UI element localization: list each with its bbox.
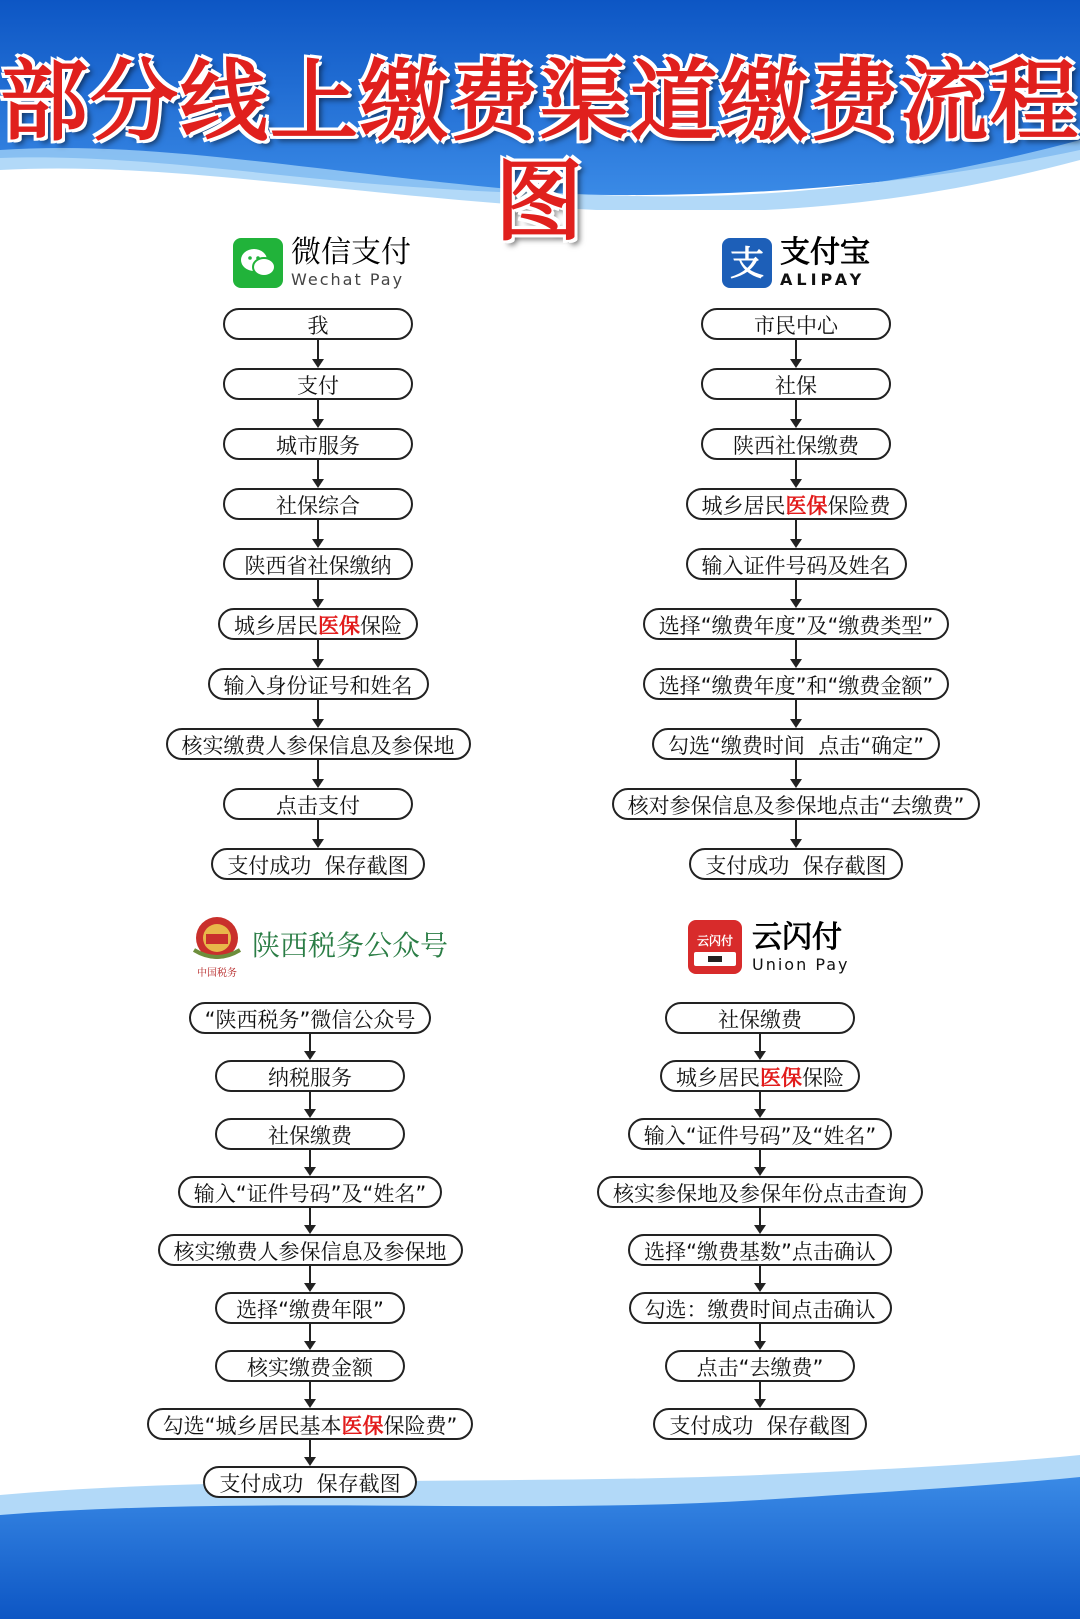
flow-step-wrapper (58, 428, 578, 460)
flow-arrow (309, 1382, 311, 1406)
step-text: 保险费” (383, 1414, 458, 1438)
flow-step-wrapper (50, 1292, 570, 1324)
wechat-pay-icon (233, 238, 283, 288)
flow-step-wrapper (536, 668, 1056, 700)
step-text: 社保缴费 (718, 1008, 802, 1032)
step-text: 输入“证件号码”及“姓名” (193, 1182, 427, 1206)
brand-shaanxi-tax (188, 912, 448, 980)
flow-step-wrapper (50, 1118, 570, 1150)
flow-step (665, 1350, 855, 1382)
step-text: 保险 (802, 1066, 844, 1090)
step-text: 核实缴费人参保信息及参保地 (173, 1240, 447, 1264)
step-text: 输入证件号码及姓名 (701, 554, 891, 578)
alipay-icon (722, 238, 772, 288)
flow-step-wrapper (50, 1060, 570, 1092)
flow-step-wrapper (50, 1234, 570, 1266)
step-text: 社保综合 (276, 494, 360, 518)
step-text: 勾选“缴费时间 点击“确定” (668, 734, 924, 758)
flow-arrow (309, 1092, 311, 1116)
flow-arrow (759, 1324, 761, 1348)
brand-name: 微信支付 (291, 235, 411, 270)
step-text: 市民中心 (754, 314, 838, 338)
flow-step (147, 1408, 474, 1440)
step-text: 保险费 (827, 494, 891, 518)
flow-arrow (317, 580, 319, 606)
highlight-text: 医保 (341, 1414, 384, 1438)
flow-step (189, 1002, 432, 1034)
flow-step-wrapper (536, 788, 1056, 820)
flow-arrow (795, 460, 797, 486)
brand-sub: Wechat Pay (291, 270, 405, 289)
step-text: 城乡居民 (676, 1066, 760, 1090)
flow-step (701, 308, 891, 340)
flow-arrow (309, 1034, 311, 1058)
step-text: 城市服务 (276, 434, 360, 458)
flow-step (612, 788, 981, 820)
step-text: 点击支付 (276, 794, 360, 818)
flow-step (660, 1060, 860, 1092)
flow-step (223, 788, 413, 820)
flow-step-wrapper (536, 608, 1056, 640)
flow-step (223, 488, 413, 520)
step-text: 陕西社保缴费 (733, 434, 859, 458)
flow-arrow (309, 1208, 311, 1232)
highlight-text: 医保 (785, 494, 828, 518)
flow-arrow (317, 520, 319, 546)
step-text: 选择“缴费年限” (236, 1298, 384, 1322)
flow-arrow (759, 1150, 761, 1174)
flow-step-wrapper (50, 1350, 570, 1382)
flow-arrow (317, 820, 319, 846)
flow-arrow (795, 580, 797, 606)
flow-step-wrapper (50, 1408, 570, 1440)
unionpay-icon (688, 920, 742, 974)
flow-step-wrapper (58, 668, 578, 700)
step-text: “陕西税务”微信公众号 (204, 1008, 416, 1032)
flow-step (686, 488, 907, 520)
flow-step (689, 848, 902, 880)
flow-step (223, 428, 413, 460)
flow-step-wrapper (50, 1176, 570, 1208)
flow-step (223, 548, 413, 580)
brand-name: 云闪付 (752, 919, 842, 955)
flow-step (215, 1292, 405, 1324)
flow-arrow (317, 340, 319, 366)
brand-alipay (722, 236, 870, 289)
flow-arrow (317, 460, 319, 486)
flow-step-wrapper (500, 1408, 1020, 1440)
flow-step (178, 1176, 443, 1208)
step-text: 点击“去缴费” (696, 1356, 824, 1380)
flow-step (628, 1234, 892, 1266)
flow-arrow (317, 700, 319, 726)
step-text: 支付成功 保存截图 (219, 1472, 401, 1496)
flow-step-wrapper (500, 1176, 1020, 1208)
step-text: 核实参保地及参保年份点击查询 (613, 1182, 907, 1206)
step-text: 社保 (775, 374, 817, 398)
flow-step-wrapper (58, 308, 578, 340)
brand-name: 陕西税务公众号 (252, 929, 449, 962)
step-text: 核对参保信息及参保地点击“去缴费” (627, 794, 965, 818)
flow-arrow (317, 400, 319, 426)
brand-wechat (233, 236, 411, 289)
svg-text:云闪付: 云闪付 (696, 934, 734, 948)
flow-step (652, 728, 940, 760)
flow-step-wrapper (58, 728, 578, 760)
flow-step-wrapper (58, 548, 578, 580)
step-text: 陕西省社保缴纳 (244, 554, 392, 578)
flow-step-wrapper (500, 1118, 1020, 1150)
step-text: 支付 (297, 374, 339, 398)
flow-step-wrapper (536, 848, 1056, 880)
flow-arrow (759, 1034, 761, 1058)
flow-step (665, 1002, 855, 1034)
flow-step-wrapper (500, 1292, 1020, 1324)
flow-step-wrapper (500, 1350, 1020, 1382)
flow-step (166, 728, 471, 760)
flow-step-wrapper (500, 1060, 1020, 1092)
flow-step (643, 668, 950, 700)
flow-arrow (795, 760, 797, 786)
flow-step (701, 368, 891, 400)
flow-step-wrapper (58, 488, 578, 520)
svg-text:支: 支 (730, 243, 764, 284)
flow-step-wrapper (50, 1002, 570, 1034)
flow-step (628, 1118, 893, 1150)
brand-unionpay (688, 920, 850, 974)
flow-arrow (795, 520, 797, 546)
step-text: 支付成功 保存截图 (669, 1414, 851, 1438)
step-text: 纳税服务 (268, 1066, 352, 1090)
step-text: 选择“缴费基数”点击确认 (644, 1240, 876, 1264)
step-text: 支付成功 保存截图 (227, 854, 409, 878)
flow-arrow (795, 400, 797, 426)
step-text: 输入身份证号和姓名 (223, 674, 413, 698)
flow-step (203, 1466, 416, 1498)
flow-step-wrapper (58, 608, 578, 640)
flow-step-wrapper (536, 308, 1056, 340)
flow-step-wrapper (58, 368, 578, 400)
highlight-text: 医保 (760, 1066, 802, 1090)
flow-arrow (795, 820, 797, 846)
flow-step (223, 308, 413, 340)
flow-step-wrapper (50, 1466, 570, 1498)
flow-step-wrapper (58, 848, 578, 880)
svg-text:中国税务: 中国税务 (197, 968, 237, 979)
flow-step (686, 548, 907, 580)
brand-sub: ALIPAY (780, 270, 866, 289)
flow-arrow (759, 1092, 761, 1116)
step-text: 勾选：缴费时间点击确认 (644, 1298, 876, 1322)
flow-step-wrapper (536, 488, 1056, 520)
step-text: 我 (307, 314, 329, 338)
tax-emblem-icon (188, 912, 246, 980)
flow-step (211, 848, 424, 880)
step-text: 城乡居民 (701, 494, 786, 518)
flow-step (215, 1060, 405, 1092)
flow-step (223, 368, 413, 400)
flow-arrow (759, 1266, 761, 1290)
step-text: 核实缴费金额 (247, 1356, 373, 1380)
flow-arrow (795, 640, 797, 666)
flow-step (629, 1292, 892, 1324)
flow-step (218, 608, 418, 640)
flow-step-wrapper (58, 788, 578, 820)
step-text: 支付成功 保存截图 (705, 854, 887, 878)
step-text: 选择“缴费年度”及“缴费类型” (658, 614, 934, 638)
flow-step (653, 1408, 866, 1440)
flow-step-wrapper (536, 428, 1056, 460)
flow-step-wrapper (500, 1234, 1020, 1266)
flow-arrow (309, 1324, 311, 1348)
flow-step (643, 608, 950, 640)
step-text: 输入“证件号码”及“姓名” (643, 1124, 877, 1148)
flow-arrow (759, 1208, 761, 1232)
flow-step (597, 1176, 923, 1208)
step-text: 勾选“城乡居民基本 (162, 1414, 342, 1438)
flow-arrow (795, 340, 797, 366)
flow-step-wrapper (536, 728, 1056, 760)
brand-sub: Union Pay (752, 954, 850, 974)
step-text: 选择“缴费年度”和“缴费金额” (658, 674, 934, 698)
step-text: 城乡居民 (234, 614, 318, 638)
flow-step (701, 428, 891, 460)
flow-step (158, 1234, 463, 1266)
flow-arrow (317, 760, 319, 786)
flow-arrow (309, 1150, 311, 1174)
flow-arrow (309, 1440, 311, 1464)
brand-name: 支付宝 (780, 235, 870, 270)
step-text: 保险 (360, 614, 402, 638)
flow-arrow (317, 640, 319, 666)
flow-arrow (795, 700, 797, 726)
flow-step (208, 668, 429, 700)
flow-step-wrapper (500, 1002, 1020, 1034)
page-title: 部分线上缴费渠道缴费流程图 (0, 50, 1080, 253)
flow-step-wrapper (536, 368, 1056, 400)
flow-arrow (759, 1382, 761, 1406)
step-text: 社保缴费 (268, 1124, 352, 1148)
step-text: 核实缴费人参保信息及参保地 (181, 734, 455, 758)
flow-step-wrapper (536, 548, 1056, 580)
flow-step (215, 1350, 405, 1382)
highlight-text: 医保 (318, 614, 360, 638)
flow-arrow (309, 1266, 311, 1290)
flow-step (215, 1118, 405, 1150)
